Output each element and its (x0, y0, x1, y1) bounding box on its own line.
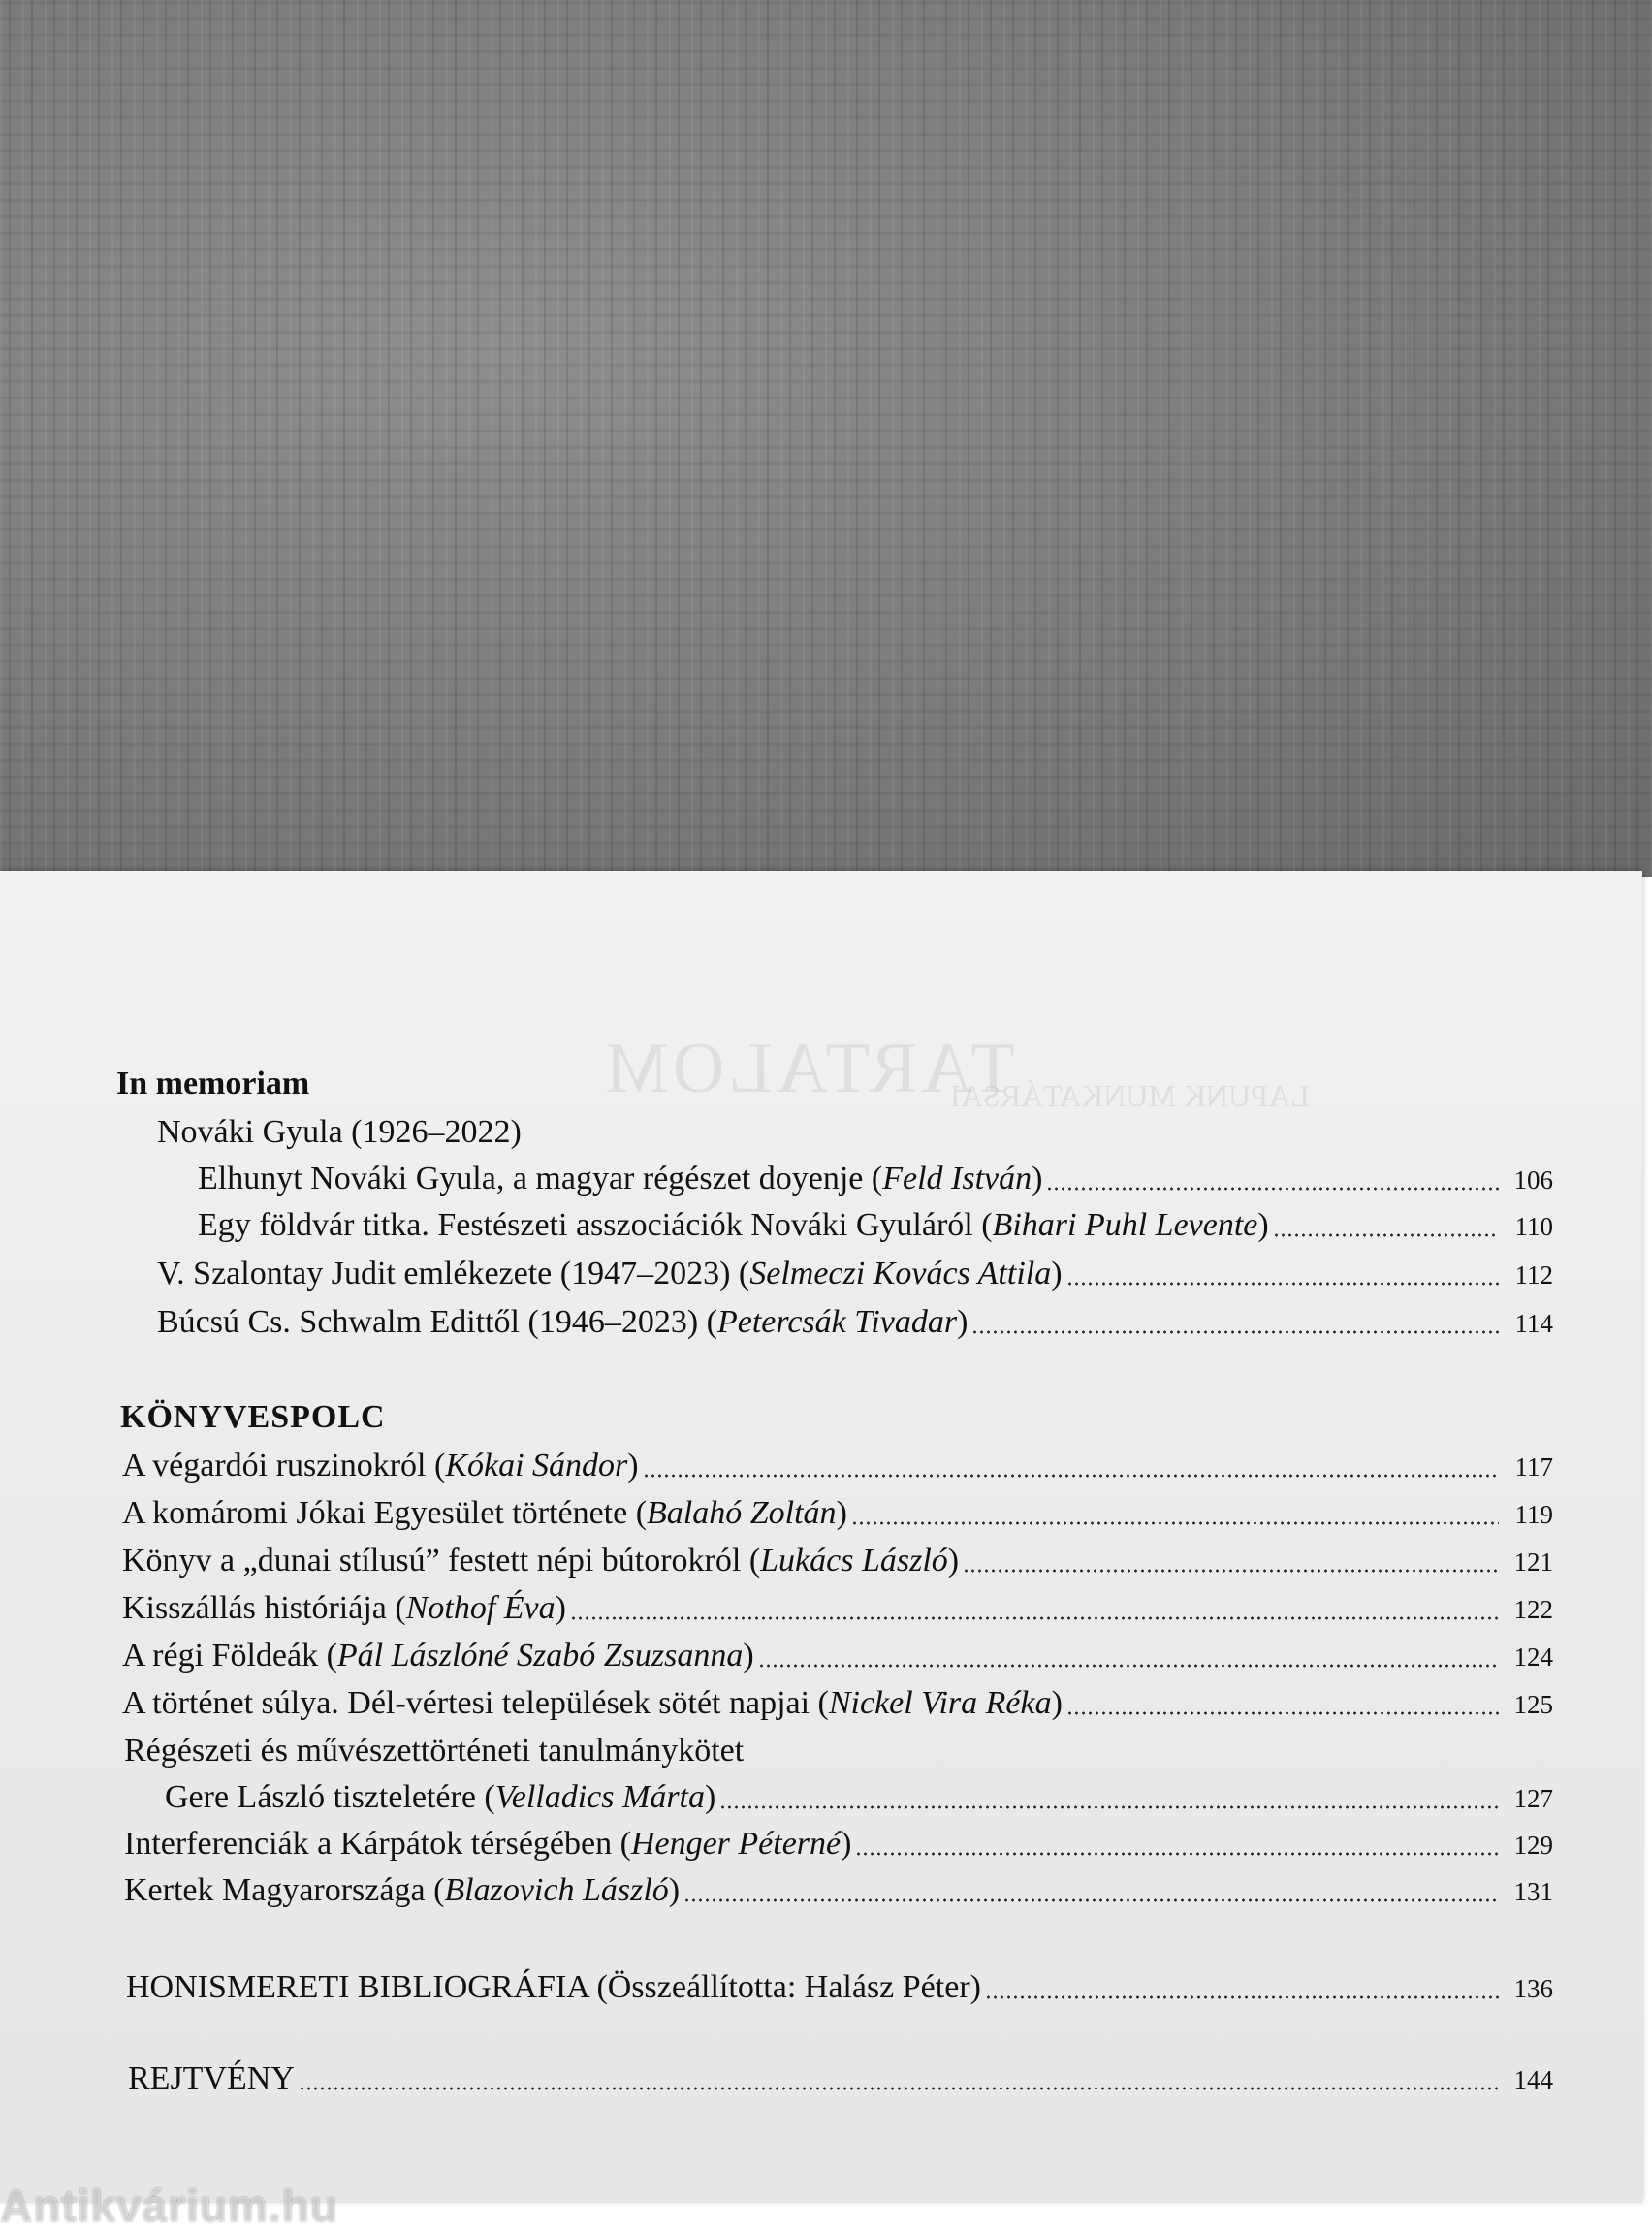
entry-title: A történet súlya. Dél-vértesi települések sötét napjai (Nickel Vira Réka) (122, 1685, 1063, 1721)
entry-title: Elhunyt Nováki Gyula, a magyar régészet doyenje (Feld István) (198, 1161, 1043, 1196)
page-number: 127 (1513, 1784, 1553, 1813)
page-number: 131 (1513, 1877, 1553, 1906)
page-number: 119 (1514, 1500, 1553, 1529)
entry-title: Kisszállás históriája (Nothof Éva) (122, 1590, 566, 1626)
toc-entry (122, 1637, 1553, 1676)
toc-entry (198, 1160, 1553, 1199)
watermark: Antikvárium.hu (0, 2181, 338, 2231)
dot-leader (963, 1568, 1499, 1574)
dot-leader (1273, 1232, 1499, 1238)
dot-leader (855, 1851, 1499, 1857)
dot-leader (643, 1473, 1499, 1479)
toc-entry (157, 1255, 1553, 1294)
entry-title-line: Régészeti és művészettörténeti tanulmánykötet (124, 1733, 745, 1769)
page-number: 114 (1514, 1309, 1553, 1338)
toc-entry (122, 1494, 1553, 1534)
entry-title: A komáromi Jókai Egyesület története (Balahó Zoltán) (122, 1495, 847, 1531)
show-through-title: TARTALOM (601, 1029, 1015, 1108)
dot-leader (758, 1663, 1499, 1669)
show-through-subtitle: LAPUNK MUNKATÁRSAI (950, 1078, 1310, 1113)
toc-entry (157, 1303, 1553, 1343)
toc-entry (165, 1778, 1553, 1818)
page-number: 117 (1514, 1452, 1553, 1482)
toc-entry (122, 1589, 1553, 1629)
page-number: 112 (1514, 1260, 1553, 1290)
entry-title: REJTVÉNY (128, 2060, 295, 2096)
page-number: 136 (1513, 1974, 1553, 2003)
section-heading-in-memoriam: In memoriam (116, 1066, 310, 1101)
page-number: 125 (1513, 1690, 1553, 1719)
entry-title: A régi Földeák (Pál Lászlóné Szabó Zsuzsanna) (122, 1638, 754, 1674)
toc-entry (124, 1825, 1553, 1865)
toc-entry (122, 1542, 1553, 1581)
entry-title: A végardói ruszinokról (Kókai Sándor) (122, 1448, 639, 1483)
page-number: 121 (1513, 1547, 1553, 1577)
entry-title: Kertek Magyarországa (Blazovich László) (124, 1872, 681, 1908)
dot-leader (570, 1615, 1499, 1621)
page-number: 110 (1514, 1212, 1553, 1241)
entry-title: Búcsú Cs. Schwalm Edittől (1946–2023) (Petercsák Tivadar) (157, 1304, 969, 1340)
dot-leader (971, 1329, 1499, 1335)
page-number: 129 (1513, 1831, 1553, 1860)
toc-entry-bibliografia (126, 1968, 1553, 2008)
dot-leader (1046, 1186, 1499, 1192)
toc-entry (122, 1684, 1553, 1724)
section-heading-konyvespolc: KÖNYVESPOLC (120, 1399, 386, 1435)
toc-entry-rejtveny (128, 2059, 1553, 2099)
entry-title: Interferenciák a Kárpátok térségében (Henger Péterné) (124, 1826, 852, 1862)
dot-leader (683, 1897, 1499, 1903)
entry-title: Egy földvár titka. Festészeti asszociációk Nováki Gyuláról (Bihari Puhl Levente) (198, 1207, 1269, 1243)
subsection-novaki: Nováki Gyula (1926–2022) (157, 1114, 522, 1150)
toc-entry (198, 1206, 1553, 1246)
dot-leader (1066, 1710, 1499, 1716)
page-number: 144 (1513, 2065, 1553, 2094)
entry-title: Könyv a „dunai stílusú” festett népi bútorokról (Lukács László) (122, 1543, 960, 1578)
entry-title: V. Szalontay Judit emlékezete (1947–2023) (Selmeczi Kovács Attila) (157, 1256, 1063, 1291)
entry-title: Gere László tiszteletére (Velladics Márta) (165, 1779, 716, 1815)
dot-leader (1066, 1281, 1499, 1287)
entry-title: HONISMERETI BIBLIOGRÁFIA (Összeállította: Halász Péter) (126, 1969, 981, 2005)
page-number: 122 (1513, 1595, 1553, 1624)
page-number: 106 (1513, 1165, 1553, 1195)
toc-entry (124, 1871, 1553, 1911)
toc-entry (122, 1447, 1553, 1486)
dot-leader (719, 1804, 1499, 1810)
page-number: 124 (1513, 1642, 1553, 1672)
dot-leader (985, 1994, 1499, 2000)
dot-leader (851, 1520, 1499, 1526)
dot-leader (299, 2086, 1499, 2091)
